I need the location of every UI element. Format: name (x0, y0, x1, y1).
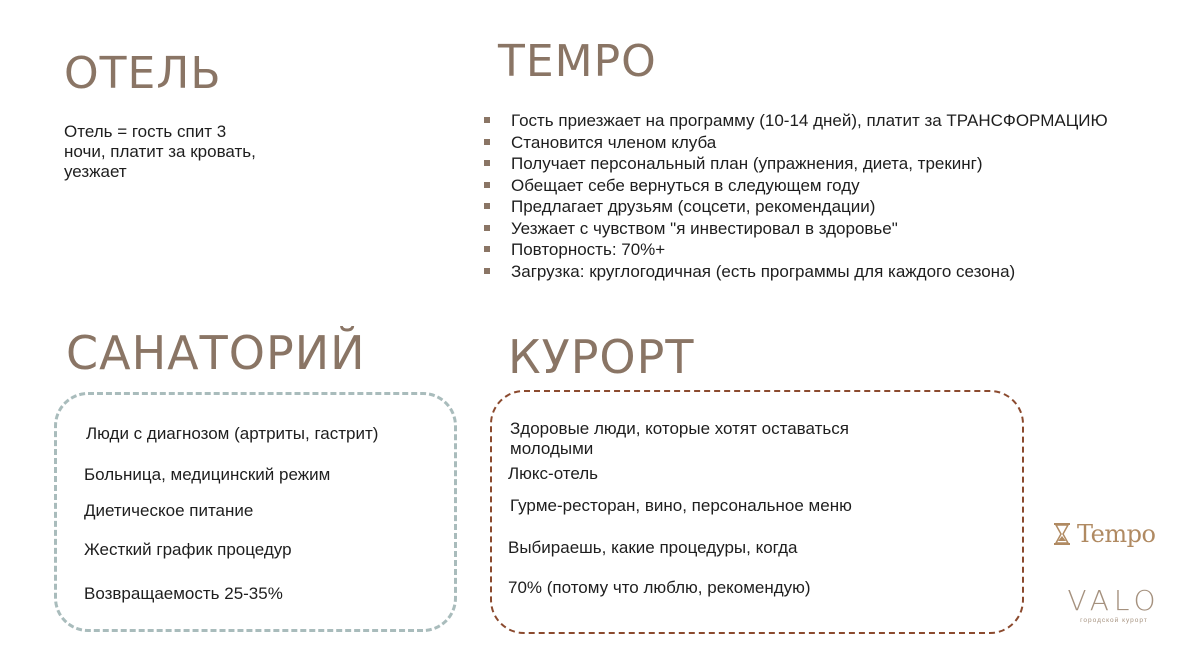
hotel-line: Отель = гость спит 3 (64, 122, 227, 141)
hotel-line: уезжает (64, 162, 127, 181)
valo-logo-subtitle: городской курорт (1080, 617, 1148, 624)
tempo-bullet: Уезжает с чувством "я инвестировал в здоровье" (482, 218, 1122, 240)
tempo-bullet: Повторность: 70%+ (482, 239, 1122, 261)
hotel-line: ночи, платит за кровать, (64, 142, 256, 161)
resort-item: 70% (потому что люблю, рекомендую) (508, 578, 811, 597)
tempo-bullet: Предлагает друзьям (соцсети, рекомендации) (482, 196, 1122, 218)
valo-logo-word: VALO (1067, 584, 1161, 617)
tempo-bullet: Становится членом клуба (482, 132, 1122, 154)
tempo-logo-text: Tempo (1077, 520, 1156, 548)
sanatorium-title: САНАТОРИЙ (66, 326, 366, 380)
resort-item: Люкс-отель (508, 464, 599, 483)
resort-box (490, 390, 1024, 634)
tempo-bullet: Загрузка: круглогодичная (есть программы для каждого сезона) (482, 261, 1122, 283)
resort-item: Гурме-ресторан, вино, персональное меню (510, 496, 852, 515)
sanatorium-item: Жесткий график процедур (84, 540, 292, 559)
resort-title: КУРОРТ (508, 330, 695, 384)
sanatorium-item: Возвращаемость 25-35% (84, 584, 283, 603)
tempo-bullet-list (482, 110, 1122, 282)
sanatorium-box (54, 392, 457, 632)
tempo-bullet: Получает персональный план (упражнения, диета, трекинг) (482, 153, 1122, 175)
hotel-description (64, 122, 314, 182)
sanatorium-item: Диетическое питание (84, 501, 254, 520)
tempo-title: TEMPO (498, 36, 657, 87)
hourglass-icon (1052, 522, 1072, 546)
resort-item: Здоровые люди, которые хотят оставаться молодыми (510, 419, 849, 458)
sanatorium-item: Больница, медицинский режим (84, 465, 331, 484)
valo-logo (1066, 586, 1162, 626)
sanatorium-item: Люди с диагнозом (артриты, гастрит) (86, 424, 379, 443)
tempo-bullet: Обещает себе вернуться в следующем году (482, 175, 1122, 197)
hotel-title: ОТЕЛЬ (64, 48, 222, 99)
tempo-bullet: Гость приезжает на программу (10-14 дней), платит за ТРАНСФОРМАЦИЮ (482, 110, 1122, 132)
resort-item: Выбираешь, какие процедуры, когда (508, 538, 798, 557)
tempo-logo (1052, 518, 1162, 550)
